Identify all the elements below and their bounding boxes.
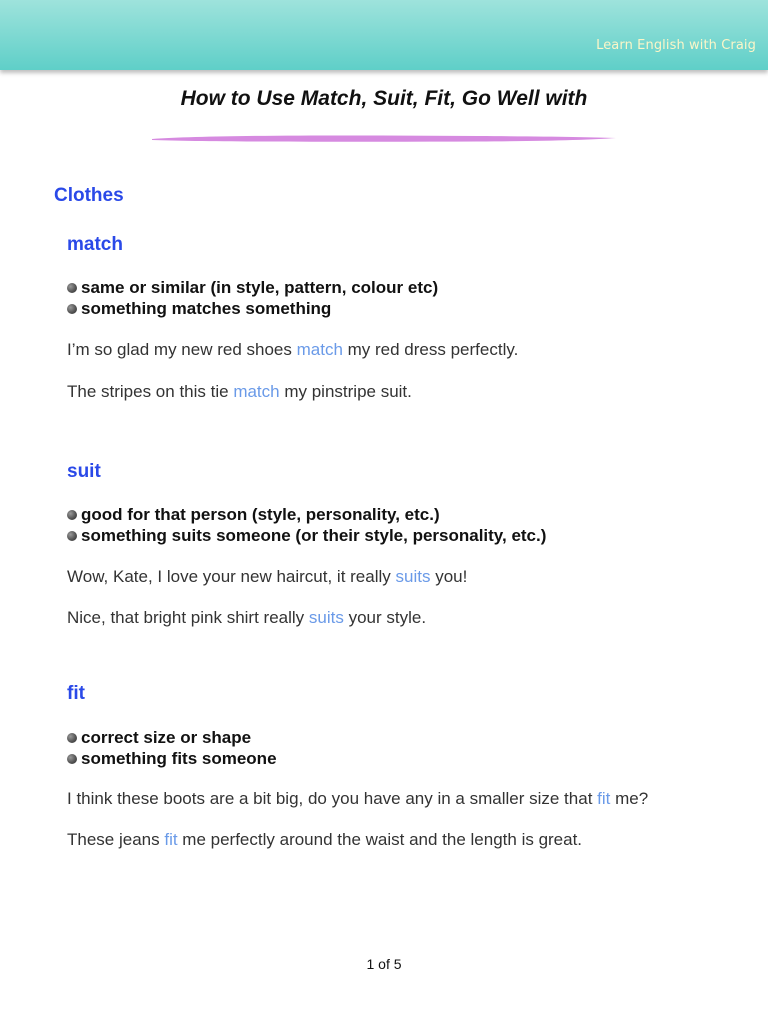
bullet-dot-icon xyxy=(67,510,77,520)
example-sentence xyxy=(67,382,412,402)
bullet-dot-icon xyxy=(67,733,77,743)
document-title: How to Use Match, Suit, Fit, Go Well with xyxy=(180,87,588,110)
example-text: your style. xyxy=(343,608,427,627)
bullet-dot-icon xyxy=(67,304,77,314)
example-text: me? xyxy=(610,789,649,808)
bullet-item xyxy=(67,728,251,748)
page-header xyxy=(0,0,768,70)
bullet-text: something matches something xyxy=(81,299,332,318)
example-text: my pinstripe suit. xyxy=(279,382,412,401)
title-underline-swash xyxy=(148,134,618,143)
example-keyword: fit xyxy=(597,789,611,808)
bullet-item xyxy=(67,526,546,546)
bullet-text: correct size or shape xyxy=(81,728,252,747)
example-text: I’m so glad my new red shoes xyxy=(67,340,297,359)
word-heading-match: match xyxy=(67,234,123,255)
example-text: I think these boots are a bit big, do you have any in a smaller size that xyxy=(67,789,598,808)
bullet-text: something fits someone xyxy=(81,749,277,768)
word-heading-fit: fit xyxy=(67,683,85,704)
bullet-text: same or similar (in style, pattern, colour etc) xyxy=(81,278,439,297)
example-sentence xyxy=(67,830,582,850)
example-sentence xyxy=(67,567,467,587)
bullet-dot-icon xyxy=(67,754,77,764)
bullet-item xyxy=(67,505,440,525)
example-keyword: suits xyxy=(395,567,431,586)
section-heading-clothes: Clothes xyxy=(54,185,124,206)
example-keyword: match xyxy=(233,382,280,401)
bullet-dot-icon xyxy=(67,283,77,293)
example-text: These jeans xyxy=(67,830,165,849)
example-keyword: suits xyxy=(308,608,344,627)
word-heading-suit: suit xyxy=(67,461,101,482)
example-text: The stripes on this tie xyxy=(67,382,234,401)
page-number: 1 of 5 xyxy=(366,956,402,972)
example-sentence xyxy=(67,789,648,809)
example-keyword: match xyxy=(296,340,343,359)
example-text: you! xyxy=(430,567,468,586)
example-sentence xyxy=(67,340,518,360)
brand-label: Learn English with Craig xyxy=(596,38,756,53)
example-text: Wow, Kate, I love your new haircut, it really xyxy=(67,567,396,586)
example-keyword: fit xyxy=(164,830,178,849)
bullet-dot-icon xyxy=(67,531,77,541)
bullet-text: good for that person (style, personality, etc.) xyxy=(81,505,440,524)
example-text: Nice, that bright pink shirt really xyxy=(67,608,309,627)
bullet-item xyxy=(67,749,277,769)
bullet-text: something suits someone (or their style, personality, etc.) xyxy=(81,526,547,545)
bullet-item xyxy=(67,299,331,319)
example-text: me perfectly around the waist and the length is great. xyxy=(177,830,583,849)
example-sentence xyxy=(67,608,426,628)
example-text: my red dress perfectly. xyxy=(342,340,519,359)
bullet-item xyxy=(67,278,438,298)
